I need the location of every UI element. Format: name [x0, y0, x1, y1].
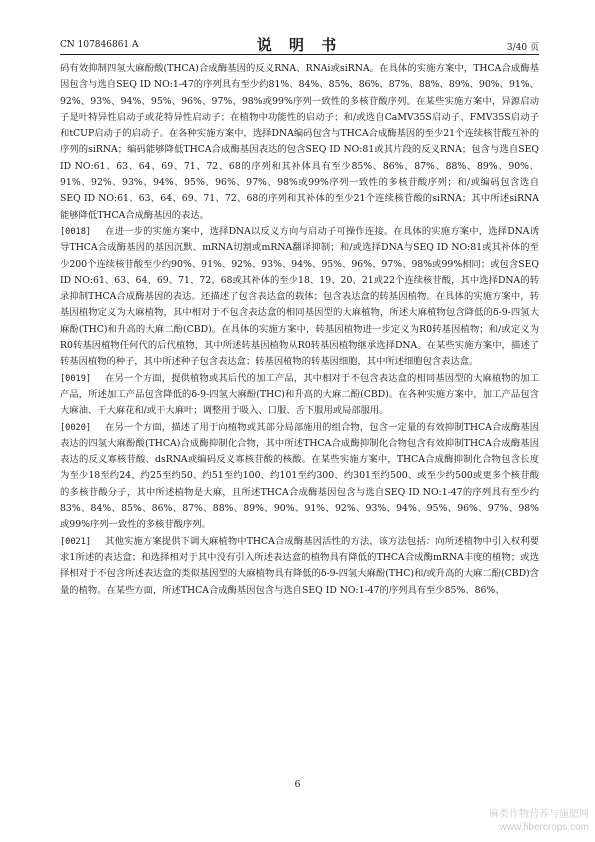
paragraph-0019 — [60, 371, 539, 420]
patent-number: CN 107846861 A — [60, 40, 139, 50]
paragraph-0018 — [60, 224, 539, 371]
document-title: 说 明 书 — [256, 36, 343, 54]
watermark-url: www.fibercrops.com — [499, 822, 589, 833]
paragraph-number: [0020] — [60, 422, 92, 433]
paragraph-text: 在另一个方面，描述了用于向植物或其部分局部施用的组合物，包含一定量的有效抑制THCA合成酶基因表达的四氢大麻酚酸(THCA)合成酶抑制化合物，其中所述THCA合成酶抑制化合物包含有效抑制THCA合成酶基因表达的反义寡核苷酸、dsRNA或编码反义寡核苷酸的核酸。在某些实施方案中，THCA合成酶抑制化合物包含长度为至少18至约24、约25至约50、约51至约100、约101至约300、约301至约500、或至少约500或更多个核苷酸的多核苷酸分子，其中所述植物是大麻，且所述THCA合成酶基因包含与选自SEQ ID NO:1-47的序列具有至少约83%、84%、85%、86%、87%、88%、89%、90%、91%、92%、93%、94%、95%、96%、97%、98%或99%序列一致性的多核苷酸序列。 — [60, 421, 539, 531]
paragraph-0020 — [60, 420, 539, 534]
paragraph-number: [0018] — [60, 226, 92, 237]
body-text — [60, 61, 539, 599]
watermark — [489, 808, 589, 834]
paragraph-text: 在另一个方面，提供植物或其后代的加工产品，其中相对于不包含表达盒的相同基因型的大麻植物的加工产品，所述加工产品包含降低的δ-9-四氢大麻酚(THC)和升高的大麻二酚(CBD)。在各种实施方案中，加工产品包含大麻油、干大麻花和/或干大麻叶；调整用于吸入、口服、舌下服用或局部服用。 — [60, 372, 539, 417]
paragraph-text: 码有效抑制四氢大麻酚酸(THCA)合成酶基因的反义RNA、RNAi或siRNA。在具体的实施方案中，THCA合成酶基因包含与选自SEQ ID NO:1-47的序列具有至少约81%、84%、85%、86%、87%、88%、89%、90%、91%、92%、93%、94%、95%、96%、97%、98%或99%序列一致性的多核苷酸序列。在某些实施方案中，异源启动子是叶特异性启动子或花特异性启动子；在植物中功能性的启动子；和/或选自CaMV35S启动子、FMV35S启动子和tCUP启动子的启动子。在各种实施方案中，选择DNA编码包含与THCA合成酶基因的至少21个连续核苷酸互补的序列的siRNA；编码能够降低THCA合成酶基因表达的包含SEQ ID NO:81或其片段的反义RNA；包含与选自SEQ ID NO:61、63、64、69、71、72、68的序列和其补体具有至少85%、86%、87%、88%、89%、90%、91%、92%、93%、94%、95%、96%、97%、98%或99%序列一致性的多核苷酸序列；和/或编码包含选自SEQ ID NO:61、63、64、69、71、72、68的序列和其补体的至少21个连续核苷酸的siRNA；其中所述siRNA能够降低THCA合成酶基因的表达。 — [60, 63, 539, 221]
page-ratio: 3/40 页 — [506, 43, 539, 53]
paragraph-text: 在进一步的实施方案中，选择DNA以反义方向与启动子可操作连接。在具体的实施方案中，选择DNA诱导THCA合成酶基因的基因沉默、mRNA切割或mRNA翻译抑制；和/或选择DNA与SEQ ID NO:81或其补体的至少200个连续核苷酸至少约90%、91%、92%、93%、94%、95%、96%、97%、98%或99%相同；或包含SEQ ID NO:61、63、64、69、71、72、68或其补体的至少18、19、20、21或22个连续核苷酸，其中选择DNA的转录抑制THCA合成酶基因的表达。还描述了包含表达盒的载体；包含表达盒的转基因植物。在具体的实施方案中，转基因植物定义为大麻植物，其中相对于不包含表达盒的相同基因型的大麻植物，所述大麻植物包含降低的δ-9-四氢大麻酚(THC)和升高的大麻二酚(CBD)。在具体的实施方案中，转基因植物进一步定义为R0转基因植物；和/或定义为R0转基因植物任何代的后代植物，其中所述转基因植物从R0转基因植物继承选择DNA。在某些实施方案中，描述了转基因植物的种子，其中所述种子包含表达盒；转基因植物的转基因细胞，其中所述细胞包含表达盒。 — [60, 225, 539, 368]
header-rule — [60, 54, 539, 55]
paragraph-text: 其他实施方案提供下调大麻植物中THCA合成酶基因活性的方法，该方法包括：向所述植物中引入权利要求1所述的表达盒；和选择相对于其中没有引入所述表达盒的植物具有降低的THCA合成酶mRNA丰度的植物；或选择相对于不包含所述表达盒的类似基因型的大麻植物具有降低的δ-9-四氢大麻酚(THC)和/或升高的大麻二酚(CBD)含量的植物。在某些方面，所述THCA合成酶基因包含与选自SEQ ID NO:1-47的序列具有至少85%、86%、 — [60, 535, 539, 596]
paragraph-number: [0021] — [60, 536, 92, 547]
paragraph-continuation — [60, 61, 539, 224]
page-number: 6 — [294, 779, 301, 790]
paragraph-number: [0019] — [60, 373, 92, 384]
paragraph-0021 — [60, 534, 539, 599]
page-header — [60, 34, 539, 52]
watermark-title: 麻类作物营养与施肥网 — [489, 809, 589, 820]
